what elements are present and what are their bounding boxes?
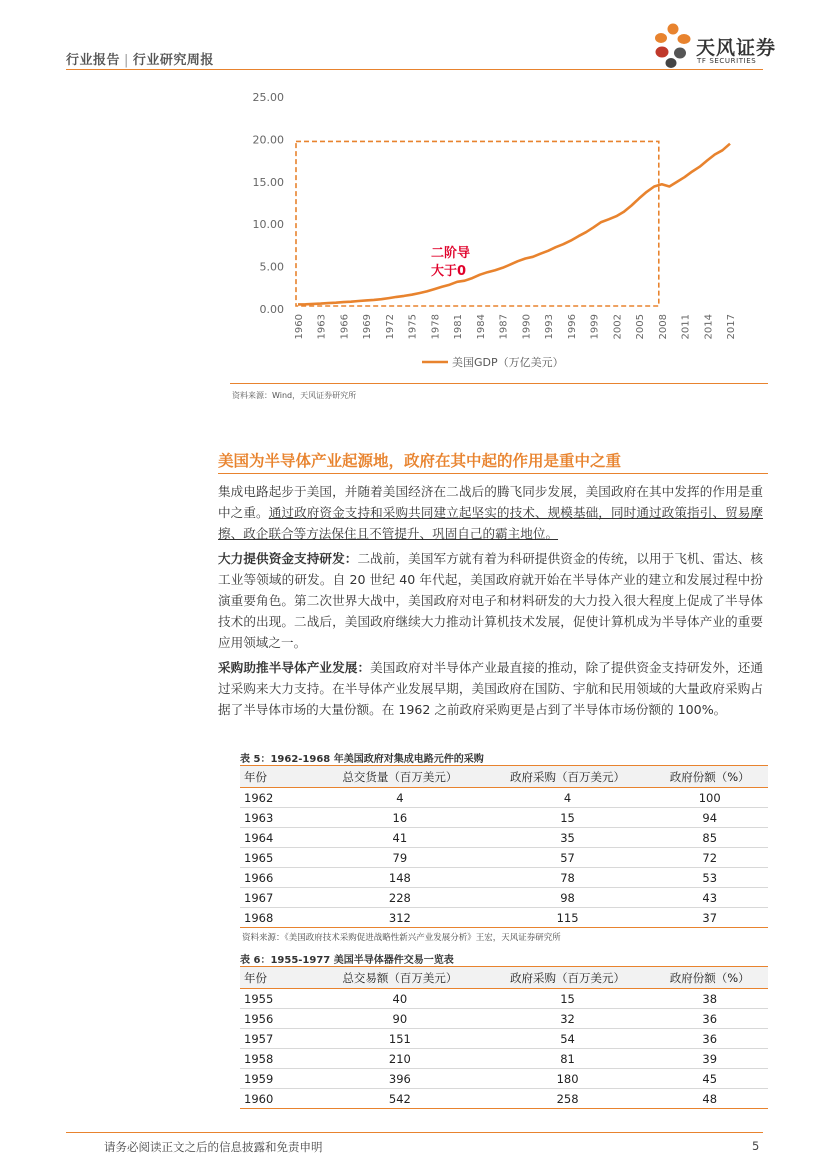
annotation-line-1: 二阶导 (431, 246, 471, 261)
table6-row (240, 1049, 768, 1069)
table5-cell: 53 (651, 868, 768, 888)
legend-label: 美国GDP（万亿美元） (452, 356, 564, 369)
paragraph-funding (218, 548, 763, 653)
chart-divider (230, 383, 768, 384)
x-tick-label: 1981 (453, 314, 465, 340)
table5-cell: 43 (651, 888, 768, 908)
table5-cell: 35 (484, 828, 652, 848)
x-tick-label: 1975 (407, 314, 419, 340)
table5-cell: 16 (316, 808, 484, 828)
x-tick-label: 2005 (635, 314, 647, 340)
table6-header: 政府采购（百万美元） (484, 967, 652, 989)
table5-cell: 37 (651, 908, 768, 928)
funding-lead: 大力提供资金支持研发： (218, 551, 358, 566)
gdp-line-chart (230, 85, 770, 375)
report-category: 行业报告 (66, 53, 121, 68)
table5-cell: 4 (316, 788, 484, 808)
table6-cell: 81 (484, 1049, 652, 1069)
x-axis (294, 314, 737, 339)
table6-cell: 36 (651, 1029, 768, 1049)
table5-cell: 72 (651, 848, 768, 868)
table5-cell: 228 (316, 888, 484, 908)
header-divider (66, 69, 763, 70)
table6-header: 政府份额（%） (651, 967, 768, 989)
table6-header: 年份 (240, 967, 316, 989)
x-tick-label: 1996 (566, 314, 578, 340)
table5-cell: 4 (484, 788, 652, 808)
paragraph-procurement (218, 657, 763, 720)
gdp-series-line (298, 144, 730, 305)
report-header (66, 49, 214, 68)
table5-row (240, 828, 768, 848)
table5-cell: 1962 (240, 788, 316, 808)
annotation-line-2: 大于0 (431, 264, 467, 279)
highlight-box (296, 141, 659, 306)
intro-text-underlined: 通过政府资金支持和采购共同建立起坚实的技术、规模基础，同时通过政策指引、贸易摩擦、政企联合等方法保住且不管提升、巩固自己的霸主地位。 (218, 505, 764, 541)
x-tick-label: 2011 (680, 314, 692, 340)
x-tick-label: 1963 (316, 314, 328, 340)
table5-cell: 115 (484, 908, 652, 928)
table5-row (240, 808, 768, 828)
y-tick-label: 15.00 (252, 175, 284, 189)
y-tick-label: 0.00 (259, 303, 284, 316)
x-tick-label: 1999 (589, 314, 601, 340)
table6-cell: 1955 (240, 989, 316, 1009)
table5-cell: 312 (316, 908, 484, 928)
table6-row (240, 1009, 768, 1029)
section-divider (218, 473, 768, 474)
y-axis (253, 91, 285, 316)
x-tick-label: 1984 (475, 314, 487, 340)
table6-cell: 32 (484, 1009, 652, 1029)
table5-cell: 98 (484, 888, 652, 908)
table5-cell: 1965 (240, 848, 316, 868)
x-tick-label: 1972 (384, 314, 396, 340)
x-tick-label: 2002 (612, 314, 624, 340)
table6-cell: 38 (651, 989, 768, 1009)
table6-cell: 48 (651, 1089, 768, 1109)
table5-header: 政府份额（%） (651, 766, 768, 788)
table6-row (240, 1089, 768, 1109)
table5-header: 总交货量（百万美元） (316, 766, 484, 788)
table5-cell: 100 (651, 788, 768, 808)
table6-cell: 36 (651, 1009, 768, 1029)
table5-header-row (240, 766, 768, 788)
page-number: 5 (752, 1139, 760, 1153)
table6-row (240, 989, 768, 1009)
x-tick-label: 2008 (657, 314, 669, 340)
logo-text-en: TF SECURITIES (697, 57, 757, 65)
table6-cell: 1957 (240, 1029, 316, 1049)
table6-cell: 210 (316, 1049, 484, 1069)
table5 (240, 766, 768, 928)
funding-text: 二战前，美国军方就有着为科研提供资金的传统，以用于飞机、雷达、核工业等领域的研发。自 20 世纪 40 年代起，美国政府就开始在半导体产业的建立和发展过程中扮演重要角色。第二次世界大战中，美国政府对电子和材料研发的大力投入很大程度上促成了半导体技术的出现。二战后，美国政府继续大力推动计算机技术发展，促使计算机成为半导体产业的重要应用领域之一。 (218, 551, 764, 650)
table6-cell: 396 (316, 1069, 484, 1089)
table6-cell: 15 (484, 989, 652, 1009)
table6-cell: 1956 (240, 1009, 316, 1029)
table5-row (240, 848, 768, 868)
table5-cell: 1966 (240, 868, 316, 888)
table5-cell: 1963 (240, 808, 316, 828)
table6-row (240, 1029, 768, 1049)
table5-row (240, 868, 768, 888)
table6-caption: 表 6：1955-1977 美国半导体器件交易一览表 (240, 955, 454, 966)
table5-cell: 15 (484, 808, 652, 828)
x-tick-label: 2017 (726, 314, 737, 340)
table6-cell: 1960 (240, 1089, 316, 1109)
table6-row (240, 1069, 768, 1089)
x-tick-label: 1978 (430, 314, 442, 340)
table5-cell: 1968 (240, 908, 316, 928)
table6 (240, 967, 768, 1109)
y-tick-label: 10.00 (252, 218, 284, 232)
table5-caption: 表 5：1962-1968 年美国政府对集成电路元件的采购 (240, 754, 484, 765)
table5-cell: 57 (484, 848, 652, 868)
table5-note: 资料来源：《美国政府技术采购促进战略性新兴产业发展分析》王宏，天风证券研究所 (242, 933, 561, 943)
table6-header: 总交易额（百万美元） (316, 967, 484, 989)
section-title: 美国为半导体产业起源地，政府在其中起的作用是重中之重 (218, 452, 622, 470)
table5-header: 年份 (240, 766, 316, 788)
x-tick-label: 1990 (521, 314, 533, 340)
x-tick-label: 2014 (703, 314, 715, 340)
chart-source: 资料来源：Wind，天风证券研究所 (232, 391, 357, 400)
table6-cell: 90 (316, 1009, 484, 1029)
x-tick-label: 1987 (498, 314, 510, 340)
procurement-lead: 采购助推半导体产业发展： (218, 660, 371, 675)
tf-logo-icon (652, 22, 692, 70)
y-tick-label: 5.00 (259, 260, 284, 274)
table5-row (240, 788, 768, 808)
table6-cell: 542 (316, 1089, 484, 1109)
table5-cell: 1967 (240, 888, 316, 908)
table5-cell: 79 (316, 848, 484, 868)
footer-divider (66, 1132, 763, 1133)
table6-cell: 1958 (240, 1049, 316, 1069)
table6-cell: 1959 (240, 1069, 316, 1089)
table6-cell: 258 (484, 1089, 652, 1109)
table6-cell: 180 (484, 1069, 652, 1089)
x-tick-label: 1960 (294, 314, 305, 340)
y-tick-label: 20.00 (252, 133, 284, 147)
table6-cell: 151 (316, 1029, 484, 1049)
table5-cell: 41 (316, 828, 484, 848)
x-tick-label: 1966 (339, 314, 351, 340)
table6-cell: 54 (484, 1029, 652, 1049)
table6-cell: 45 (651, 1069, 768, 1089)
paragraph-intro (218, 481, 763, 544)
intro-text: 集成电路起步于美国，并随着美国经济在二战后的腾飞同步发展，美国政府在其中发挥的作用是重中之重。 (218, 484, 763, 520)
table5-cell: 148 (316, 868, 484, 888)
table5-row (240, 888, 768, 908)
table5-row (240, 908, 768, 928)
table6-cell: 39 (651, 1049, 768, 1069)
report-subcategory: 行业研究周报 (132, 53, 214, 68)
footer-disclaimer: 请务必阅读正文之后的信息披露和免责申明 (104, 1140, 323, 1154)
logo-text-cn: 天风证券 (696, 37, 777, 59)
table5-cell: 78 (484, 868, 652, 888)
table6-header-row (240, 967, 768, 989)
x-tick-label: 1993 (544, 314, 556, 340)
table5-header: 政府采购（百万美元） (484, 766, 652, 788)
header-separator: | (124, 53, 129, 68)
y-tick-label: 25.00 (252, 91, 284, 104)
table5-cell: 85 (651, 828, 768, 848)
x-tick-label: 1969 (362, 314, 374, 340)
procurement-text: 美国政府对半导体产业最直接的推动，除了提供资金支持研发外，还通过采购来大力支持。在半导体产业发展早期，美国政府在国防、宇航和民用领域的大量政府采购占据了半导体市场的大量份额。在 1962 之前政府采购更是占到了半导体市场份额的 100%。 (218, 660, 764, 717)
table6-cell: 40 (316, 989, 484, 1009)
table5-cell: 1964 (240, 828, 316, 848)
table5-cell: 94 (651, 808, 768, 828)
